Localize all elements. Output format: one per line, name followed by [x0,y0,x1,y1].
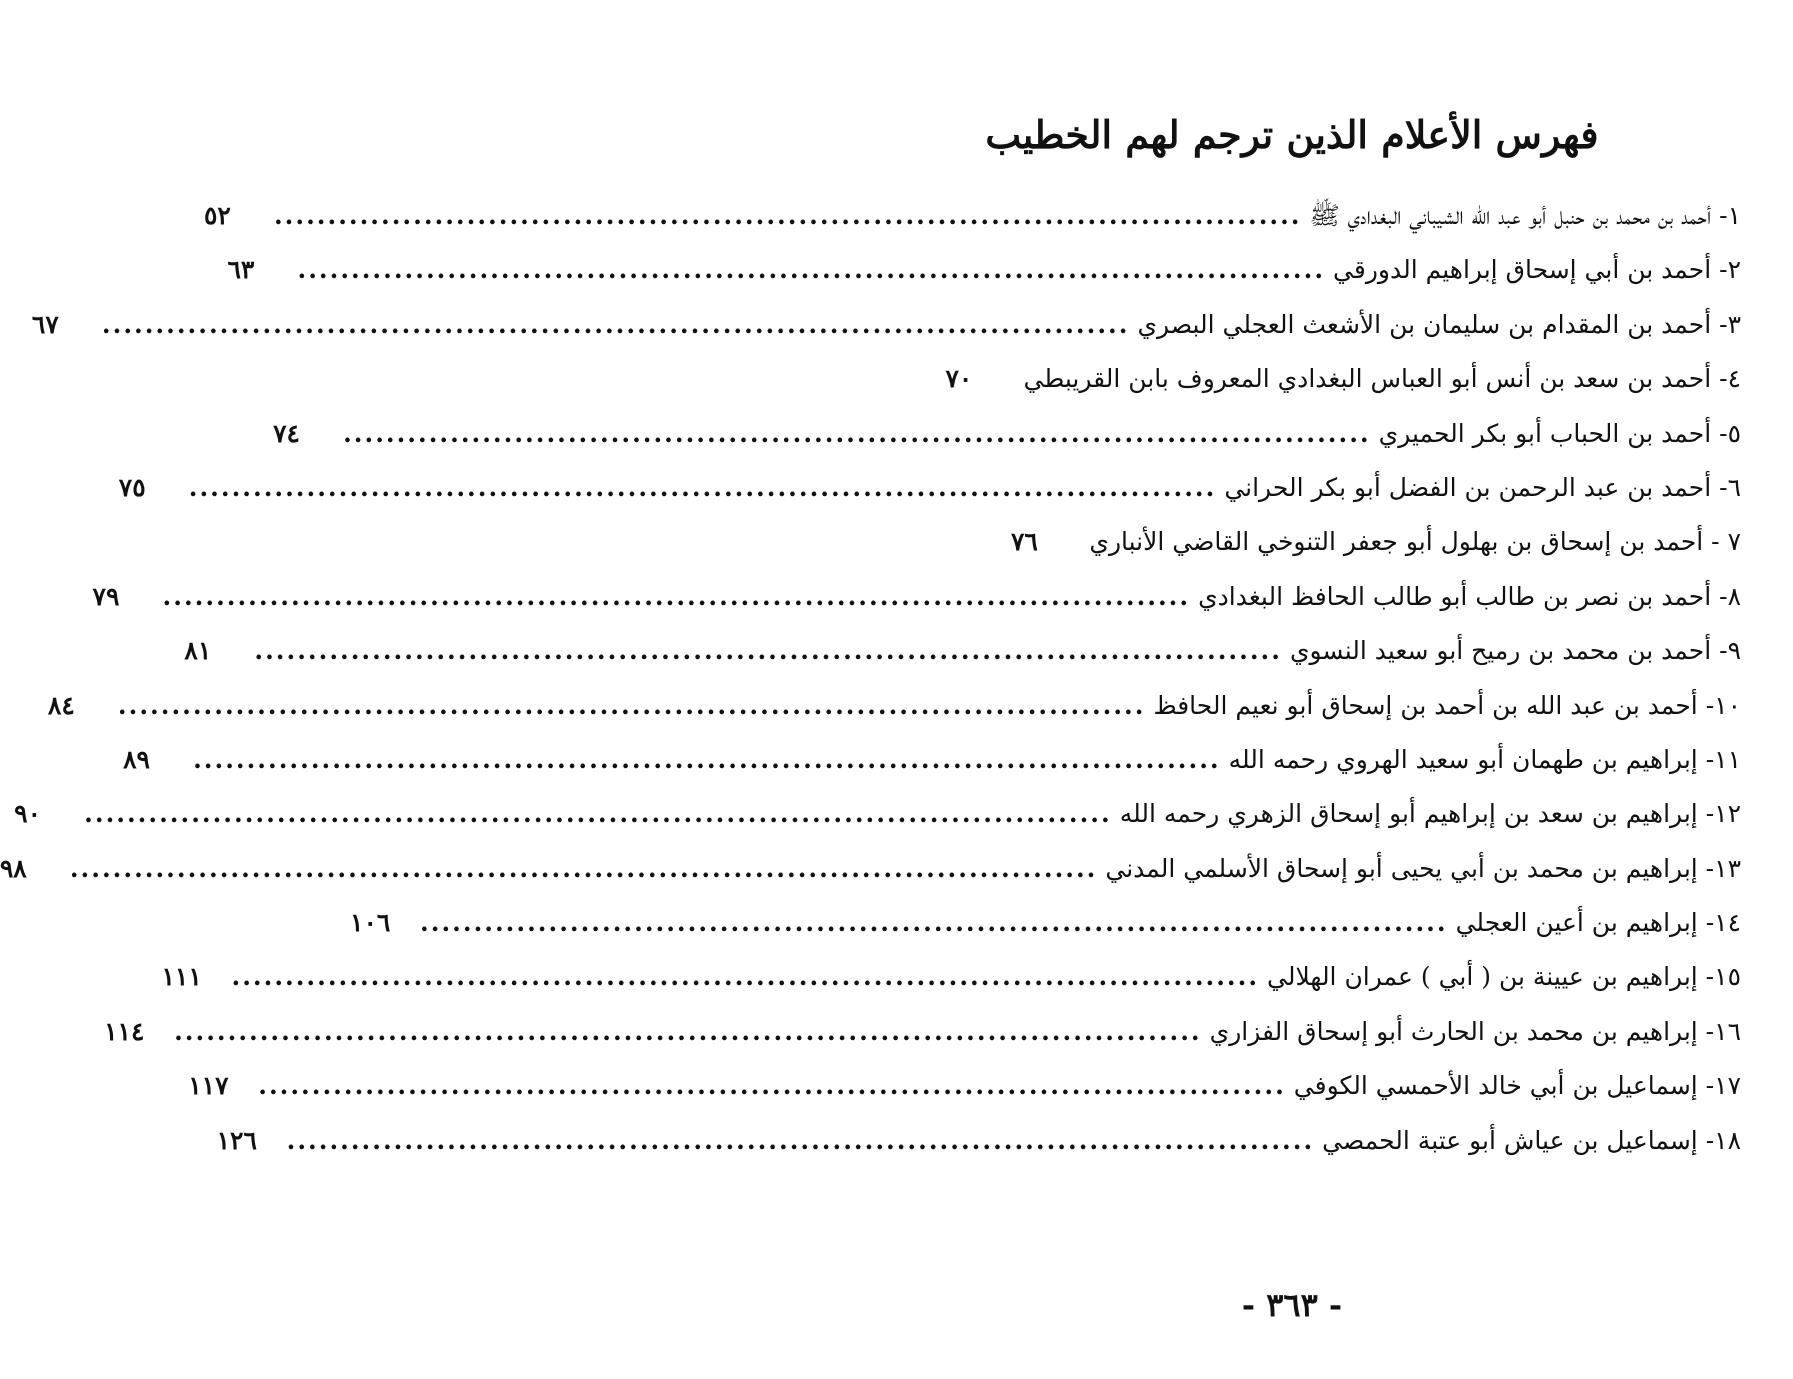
entry-page-number: ١١١ [161,962,202,992]
entry-page-number: ١٢٦ [216,1125,257,1155]
entry-page-number: ٩٨ [0,853,27,883]
entry-name: ٣- أحمد بن المقدام بن سليمان بن الأشعث العجلي البصري [1137,309,1741,339]
entry-page-number: ٦٣ [227,255,255,285]
index-entry [104,1005,1741,1059]
index-entry [92,570,1741,624]
dot-leader: ................................................................................................ [297,255,1326,285]
entry-page-number: ٧٩ [92,581,120,611]
entry-name: ٨- أحمد بن نصر بن طالب أبو طالب الحافظ البغدادي [1198,581,1741,611]
index-entry [273,407,1741,461]
index-entry [184,624,1741,678]
index-entry [216,1114,1741,1168]
index-entry [161,950,1741,1004]
index-entry [14,787,1741,841]
entry-page-number: ٥٢ [203,201,231,230]
index-list [0,189,1741,1168]
index-entry [945,352,1741,406]
entry-page-number: ٩٠ [14,799,42,829]
index-entry [1011,515,1741,569]
dot-leader: ................................................................................................ [254,636,1282,666]
index-entry [350,896,1741,950]
dot-leader: ................................................................................................ [101,309,1130,339]
entry-page-number: ١١٤ [104,1016,145,1046]
dot-leader: ................................................................................................ [343,418,1371,448]
entry-name: ٢- أحمد بن أبي إسحاق إبراهيم الدورقي [1333,255,1741,285]
entry-name: ١١- إبراهيم بن طهمان أبو سعيد الهروي رحمه الله [1228,744,1741,774]
dot-leader: ................................................................................................ [420,908,1448,938]
entry-name: ١٥- إبراهيم بن عيينة بن ( أبي ) عمران الهلالي [1267,962,1741,992]
entry-page-number: ١٠٦ [350,908,391,938]
entry-page-number: ٧٦ [1011,527,1038,557]
dot-leader: ................................................................................................ [162,581,1191,611]
index-entry [47,679,1741,733]
page-number: - ٣٦٣ - [1241,1286,1343,1324]
index-entry [123,733,1741,787]
entry-page-number: ١١٧ [188,1071,229,1101]
dot-leader: ................................................................................................ [174,1016,1202,1046]
entry-page-number: ٨٩ [123,744,150,774]
entry-page-number: ٦٧ [31,309,59,339]
entry-name: ٩- أحمد بن محمد بن رميح أبو سعيد النسوي [1289,636,1741,666]
dot-leader: ................................................................................................ [231,962,1260,992]
entry-page-number: ٨١ [184,636,212,666]
dot-leader: ................................................................................................ [84,799,1112,829]
index-entry [31,298,1741,352]
dot-leader: ................................................................................................ [117,690,1146,720]
index-entry [188,1059,1741,1113]
page-title: فهرس الأعلام الذين ترجم لهم الخطيب [985,112,1599,157]
index-entry [118,461,1741,515]
entry-name: ١٧- إسماعيل بن أبي خالد الأحمسي الكوفي [1293,1071,1741,1101]
dot-leader: ................................................................................................ [258,1071,1286,1101]
entry-name: ٤- أحمد بن سعد بن أنس أبو العباس البغدادي المعروف بابن القريبطي [1023,364,1741,394]
entry-page-number: ٨٤ [47,690,75,720]
entry-page-number: ٧٥ [118,472,146,502]
index-entry [203,189,1741,243]
dot-leader: ................................................................................................ [193,744,1221,774]
entry-name: ١٢- إبراهيم بن سعد بن إبراهيم أبو إسحاق الزهري رحمه الله [1119,799,1741,829]
entry-page-number: ٧٠ [945,364,973,394]
entry-name: ١٦- إبراهيم بن محمد بن الحارث أبو إسحاق الفزاري [1209,1016,1741,1046]
entry-name: ١٣- إبراهيم بن محمد بن أبي يحيى أبو إسحاق الأسلمي المدني [1105,853,1741,883]
entry-name: ١٨- إسماعيل بن عياش أبو عتبة الحمصي [1322,1125,1741,1155]
entry-name: ٦- أحمد بن عبد الرحمن بن الفضل أبو بكر الحراني [1224,472,1741,502]
index-entry [227,243,1741,297]
dot-leader: ................................................................................................ [273,201,1302,230]
dot-leader: ................................................................................................ [286,1125,1315,1155]
dot-leader: ................................................................................................ [188,472,1217,502]
index-entry [0,842,1741,896]
entry-name: ١٠- أحمد بن عبد الله بن أحمد بن إسحاق أبو نعيم الحافظ [1153,690,1741,720]
entry-page-number: ٧٤ [273,418,300,448]
dot-leader: ................................................................................................ [69,853,1098,883]
entry-name: ١٤- إبراهيم بن أعين العجلي [1455,908,1741,938]
entry-name: ١- أحمد بن محمد بن حنبل أبو عبد الله الشيباني البغدادي ﷺ [1309,201,1741,230]
entry-name: ٧ - أحمد بن إسحاق بن بهلول أبو جعفر التنوخي القاضي الأنباري [1089,527,1741,557]
entry-name: ٥- أحمد بن الحباب أبو بكر الحميري [1378,418,1741,448]
